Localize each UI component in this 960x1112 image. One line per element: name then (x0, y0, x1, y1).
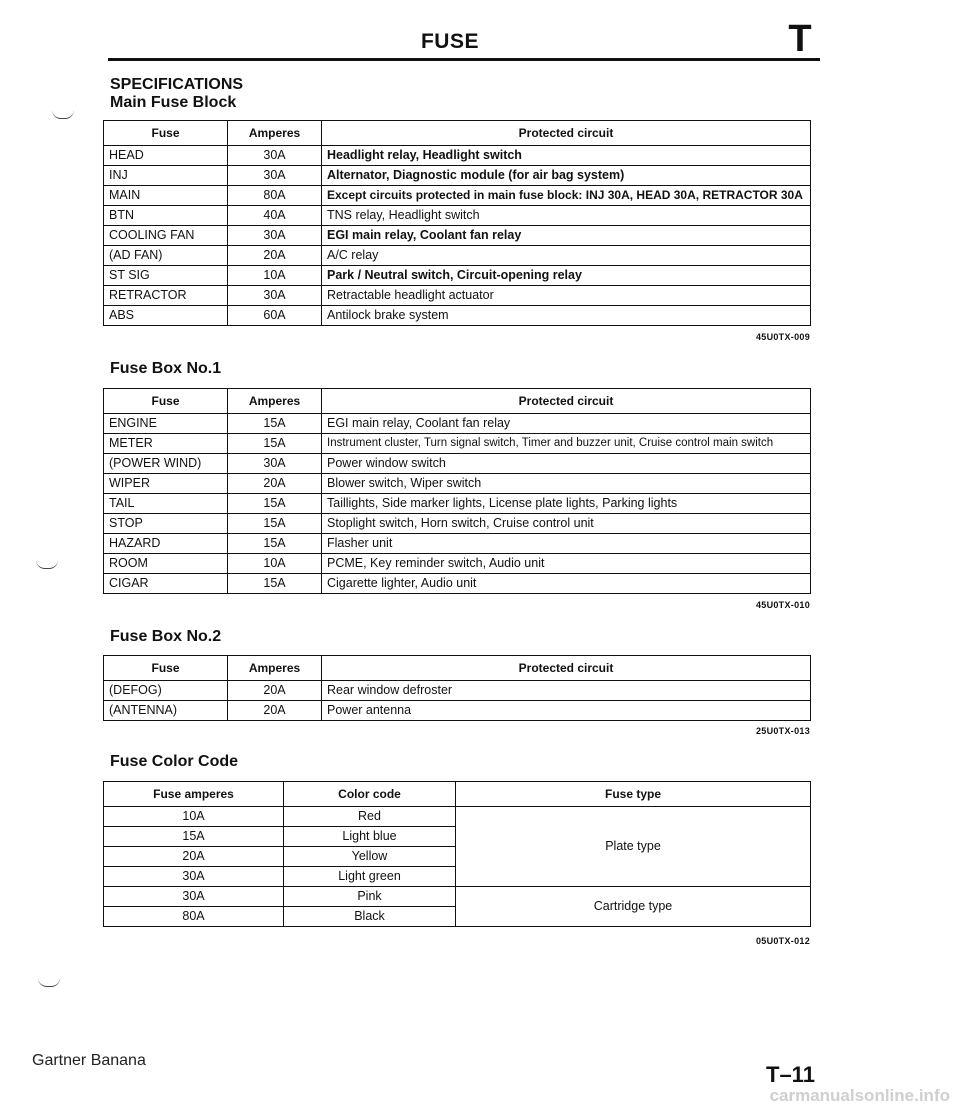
fuse-type-plate: Plate type (456, 807, 811, 887)
margin-mark (36, 560, 58, 569)
fuse-cell: (POWER WIND) (104, 454, 228, 474)
circuit-cell: Taillights, Side marker lights, License plate lights, Parking lights (322, 494, 811, 514)
color-cell: Pink (284, 887, 456, 907)
amperes-cell: 10A (228, 266, 322, 286)
table-row (104, 306, 811, 326)
table-header-row (104, 782, 811, 807)
header-amperes: Amperes (228, 389, 322, 414)
color-cell: Yellow (284, 847, 456, 867)
fuse-cell: STOP (104, 514, 228, 534)
circuit-cell: A/C relay (322, 246, 811, 266)
amperes-cell: 30A (228, 226, 322, 246)
table-row (104, 246, 811, 266)
header-fuse: Fuse (104, 656, 228, 681)
circuit-cell: PCME, Key reminder switch, Audio unit (322, 554, 811, 574)
fuse-cell: TAIL (104, 494, 228, 514)
section-letter: T (788, 18, 812, 60)
margin-mark (38, 978, 60, 987)
header-fuse-amperes: Fuse amperes (104, 782, 284, 807)
amperes-cell: 20A (228, 246, 322, 266)
table-row (104, 286, 811, 306)
figure-code: 45U0TX-010 (755, 600, 810, 610)
table-row (104, 554, 811, 574)
header-fuse: Fuse (104, 389, 228, 414)
amperes-cell: 30A (228, 454, 322, 474)
header-rule (108, 58, 820, 61)
amperes-cell: 80A (228, 186, 322, 206)
fuse-cell: ENGINE (104, 414, 228, 434)
circuit-cell: Instrument cluster, Turn signal switch, Timer and buzzer unit, Cruise control main switch (322, 434, 811, 454)
fuse-cell: BTN (104, 206, 228, 226)
amperes-cell: 20A (228, 474, 322, 494)
circuit-cell: Cigarette lighter, Audio unit (322, 574, 811, 594)
table-row (104, 434, 811, 454)
specifications-heading: SPECIFICATIONS (110, 76, 244, 93)
table-row (104, 887, 811, 907)
fuse-cell: CIGAR (104, 574, 228, 594)
amperes-cell: 15A (228, 414, 322, 434)
amperes-cell: 15A (228, 574, 322, 594)
header-amperes: Amperes (228, 121, 322, 146)
header-fuse: Fuse (104, 121, 228, 146)
circuit-cell: EGI main relay, Coolant fan relay (322, 414, 811, 434)
page-title: FUSE (420, 30, 479, 53)
amperes-cell: 15A (228, 534, 322, 554)
table-row (104, 186, 811, 206)
amperes-cell: 30A (228, 146, 322, 166)
fuse-type-cartridge: Cartridge type (456, 887, 811, 927)
amperes-cell: 60A (228, 306, 322, 326)
table-row (104, 226, 811, 246)
header-protected-circuit: Protected circuit (322, 656, 811, 681)
amperes-cell: 30A (228, 166, 322, 186)
fuse-cell: ABS (104, 306, 228, 326)
fuse-cell: HEAD (104, 146, 228, 166)
margin-mark (52, 110, 74, 119)
header-protected-circuit: Protected circuit (322, 121, 811, 146)
circuit-cell: Power antenna (322, 701, 811, 721)
header-color-code: Color code (284, 782, 456, 807)
amperes-cell: 30A (104, 887, 284, 907)
page-number: T–11 (766, 1062, 815, 1087)
fuse-cell: HAZARD (104, 534, 228, 554)
circuit-cell: Retractable headlight actuator (322, 286, 811, 306)
fuse-cell: METER (104, 434, 228, 454)
fuse-cell: COOLING FAN (104, 226, 228, 246)
table-row (104, 474, 811, 494)
table-row (104, 414, 811, 434)
amperes-cell: 10A (104, 807, 284, 827)
circuit-cell: Alternator, Diagnostic module (for air bag system) (322, 166, 811, 186)
main-fuse-block-heading: Main Fuse Block (110, 94, 237, 111)
footer-brand: Gartner Banana (32, 1052, 146, 1069)
table-row (104, 454, 811, 474)
table-row (104, 266, 811, 286)
amperes-cell: 20A (228, 681, 322, 701)
fuse-cell: (AD FAN) (104, 246, 228, 266)
circuit-cell: Blower switch, Wiper switch (322, 474, 811, 494)
fuse-cell: MAIN (104, 186, 228, 206)
table-row (104, 166, 811, 186)
table-header-row (104, 121, 811, 146)
fuse-box-2-heading: Fuse Box No.2 (110, 628, 222, 645)
table-header-row (104, 389, 811, 414)
amperes-cell: 80A (104, 907, 284, 927)
header-protected-circuit: Protected circuit (322, 389, 811, 414)
amperes-cell: 40A (228, 206, 322, 226)
fuse-cell: ROOM (104, 554, 228, 574)
table-row (104, 807, 811, 827)
circuit-cell: Headlight relay, Headlight switch (322, 146, 811, 166)
circuit-cell: Except circuits protected in main fuse block: INJ 30A, HEAD 30A, RETRACTOR 30A (322, 186, 811, 206)
table-row (104, 574, 811, 594)
watermark: carmanualsonline.info (769, 1086, 950, 1105)
figure-code: 25U0TX-013 (755, 726, 810, 736)
fuse-cell: RETRACTOR (104, 286, 228, 306)
header-amperes: Amperes (228, 656, 322, 681)
fuse-cell: (DEFOG) (104, 681, 228, 701)
color-cell: Light blue (284, 827, 456, 847)
circuit-cell: Rear window defroster (322, 681, 811, 701)
table-row (104, 681, 811, 701)
circuit-cell: Flasher unit (322, 534, 811, 554)
figure-code: 05U0TX-012 (755, 936, 810, 946)
circuit-cell: Stoplight switch, Horn switch, Cruise control unit (322, 514, 811, 534)
main-fuse-block-table (103, 120, 811, 326)
figure-code: 45U0TX-009 (755, 332, 810, 342)
color-cell: Light green (284, 867, 456, 887)
circuit-cell: Power window switch (322, 454, 811, 474)
color-cell: Red (284, 807, 456, 827)
circuit-cell: Antilock brake system (322, 306, 811, 326)
circuit-cell: TNS relay, Headlight switch (322, 206, 811, 226)
amperes-cell: 20A (104, 847, 284, 867)
amperes-cell: 30A (104, 867, 284, 887)
table-row (104, 534, 811, 554)
amperes-cell: 10A (228, 554, 322, 574)
table-row (104, 494, 811, 514)
amperes-cell: 15A (228, 494, 322, 514)
amperes-cell: 20A (228, 701, 322, 721)
fuse-color-code-table (103, 781, 811, 927)
fuse-color-code-heading: Fuse Color Code (110, 753, 239, 770)
table-header-row (104, 656, 811, 681)
color-cell: Black (284, 907, 456, 927)
header-fuse-type: Fuse type (456, 782, 811, 807)
fuse-box-2-table (103, 655, 811, 721)
fuse-cell: WIPER (104, 474, 228, 494)
fuse-box-1-heading: Fuse Box No.1 (110, 360, 222, 377)
table-row (104, 514, 811, 534)
table-row (104, 701, 811, 721)
table-row (104, 146, 811, 166)
amperes-cell: 30A (228, 286, 322, 306)
fuse-cell: ST SIG (104, 266, 228, 286)
circuit-cell: EGI main relay, Coolant fan relay (322, 226, 811, 246)
fuse-box-1-table (103, 388, 811, 594)
table-row (104, 206, 811, 226)
amperes-cell: 15A (228, 514, 322, 534)
fuse-cell: (ANTENNA) (104, 701, 228, 721)
amperes-cell: 15A (104, 827, 284, 847)
amperes-cell: 15A (228, 434, 322, 454)
circuit-cell: Park / Neutral switch, Circuit-opening relay (322, 266, 811, 286)
fuse-cell: INJ (104, 166, 228, 186)
